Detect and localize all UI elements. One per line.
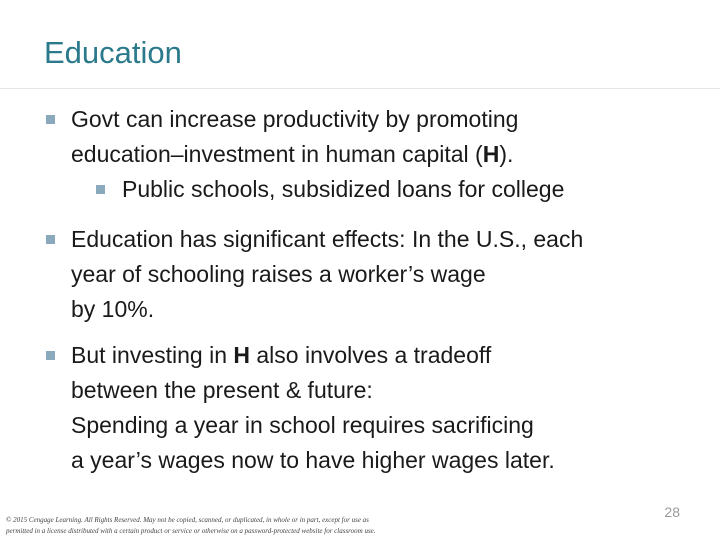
square-bullet-icon bbox=[96, 185, 105, 194]
bullet-1 bbox=[46, 102, 518, 172]
bullet-3-line-4: a year’s wages now to have higher wages later. bbox=[71, 447, 555, 473]
slide-title: Education bbox=[44, 35, 182, 70]
bold-h: H bbox=[482, 141, 500, 167]
bold-h: H bbox=[233, 342, 250, 368]
page-number: 28 bbox=[664, 504, 680, 520]
bullet-1-line-2: education–investment in human capital (H). bbox=[71, 141, 514, 167]
bullet-3-line-2: between the present & future: bbox=[71, 377, 373, 403]
bullet-2-line-2: year of schooling raises a worker’s wage bbox=[71, 261, 486, 287]
square-bullet-icon bbox=[46, 115, 55, 124]
copyright-line-2: permitted in a license distributed with a certain product or service or otherwise on a password-protected website for classroom use. bbox=[6, 527, 376, 535]
square-bullet-icon bbox=[46, 351, 55, 360]
sub-bullet-1-text: Public schools, subsidized loans for college bbox=[122, 176, 565, 202]
bullet-3-line-1: But investing in H also involves a tradeoff bbox=[71, 342, 492, 368]
title-divider bbox=[0, 88, 720, 89]
bullet-3-line-3: Spending a year in school requires sacrificing bbox=[71, 412, 534, 438]
bullet-2 bbox=[46, 222, 583, 327]
sub-bullet-1 bbox=[96, 172, 564, 207]
bullet-3 bbox=[46, 338, 555, 478]
square-bullet-icon bbox=[46, 235, 55, 244]
copyright-line-1: © 2015 Cengage Learning. All Rights Reserved. May not be copied, scanned, or duplicated, in whole or in part, except for use as bbox=[6, 516, 369, 524]
copyright-footer bbox=[6, 515, 436, 537]
bullet-1-line-1: Govt can increase productivity by promoting bbox=[71, 106, 519, 132]
bullet-2-line-1: Education has significant effects: In the U.S., each bbox=[71, 226, 584, 252]
bullet-2-line-3: by 10%. bbox=[71, 296, 155, 322]
